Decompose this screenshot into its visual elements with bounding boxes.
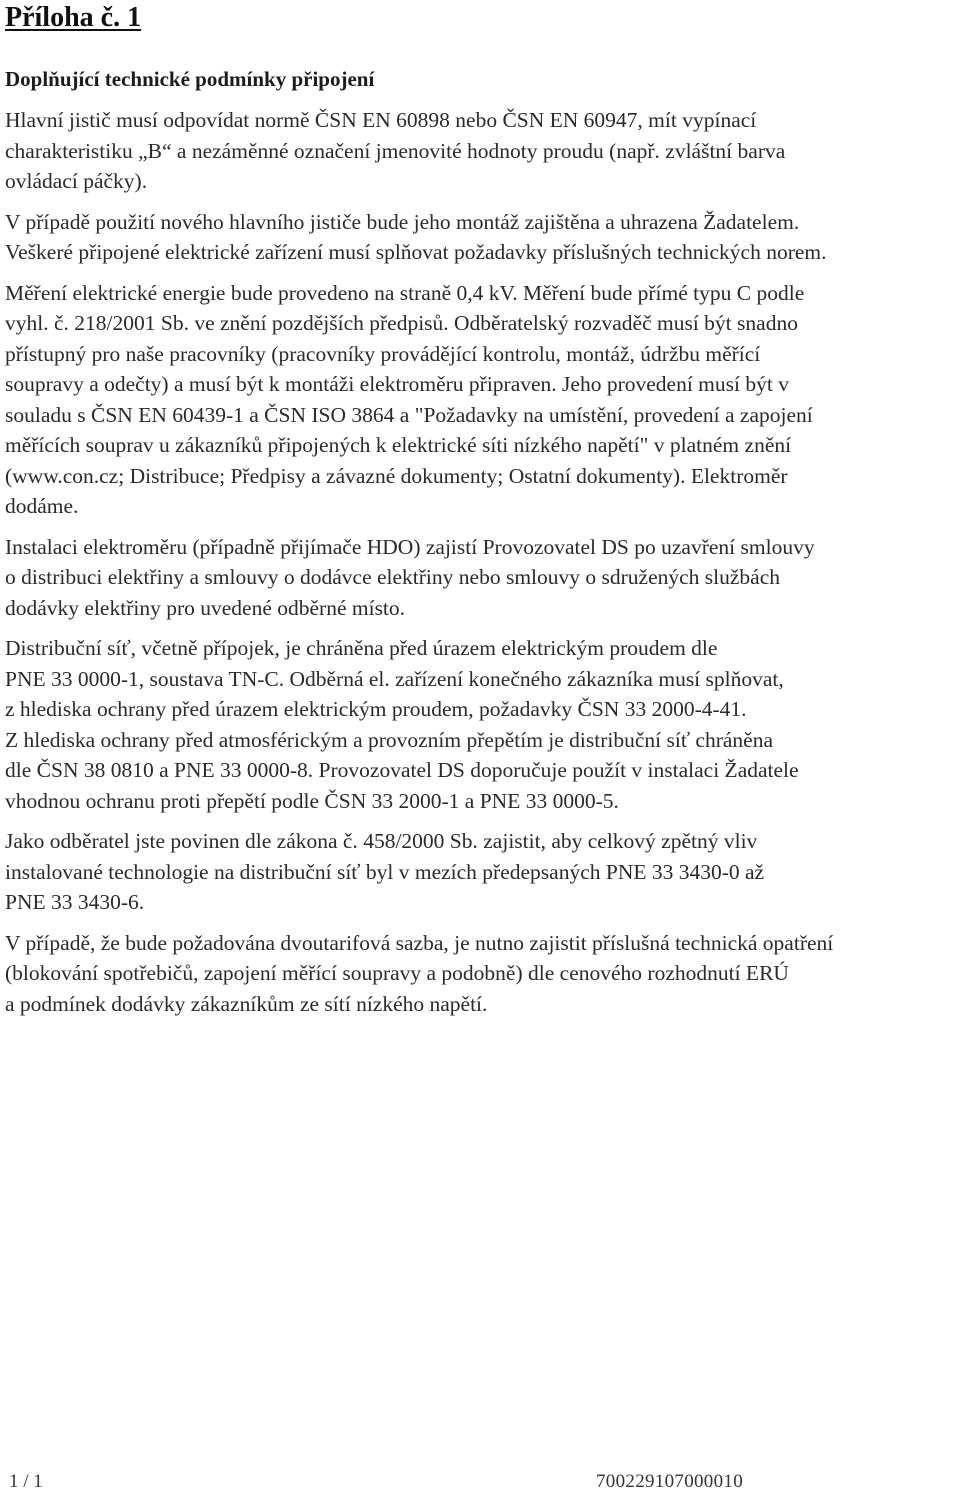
text-line: o distribuci elektřiny a smlouvy o dodávce elektřiny nebo smlouvy o sdružených službách <box>5 565 781 589</box>
text-line: dle ČSN 38 0810 a PNE 33 0000-8. Provozovatel DS doporučuje použít v instalaci Žadatele <box>5 758 799 782</box>
text-line: souladu s ČSN EN 60439-1 a ČSN ISO 3864 a "Požadavky na umístění, provedení a zapojení <box>5 402 813 427</box>
text-line: (www.con.cz; Distribuce; Předpisy a závazné dokumenty; Ostatní dokumenty). Elektroměr <box>5 463 788 488</box>
text-line: V případě použití nového hlavního jističe bude jeho montáž zajištěna a uhrazena Žadatelem. <box>5 209 800 234</box>
paragraph <box>5 532 955 624</box>
text-line: (blokování spotřebičů, zapojení měřící soupravy a podobně) dle cenového rozhodnutí ERÚ <box>5 961 789 985</box>
text-line: měřících souprav u zákazníků připojených k elektrické síti nízkého napětí" v platném znění <box>5 433 792 457</box>
text-line: dodáme. <box>5 494 79 518</box>
text-line: PNE 33 0000-1, soustava TN-C. Odběrná el. zařízení konečného zákazníka musí splňovat, <box>5 666 784 691</box>
paragraph <box>5 207 955 268</box>
paragraph <box>5 633 955 816</box>
page-number: 1 / 1 <box>9 1471 43 1492</box>
text-line: Měření elektrické energie bude provedeno na straně 0,4 kV. Měření bude přímé typu C podle <box>5 280 805 305</box>
paragraph <box>5 278 955 522</box>
text-line: Distribuční síť, včetně přípojek, je chráněna před úrazem elektrickým proudem dle <box>5 636 718 660</box>
text-line: dodávky elektřiny pro uvedené odběrné místo. <box>5 595 406 620</box>
paragraph <box>5 826 955 918</box>
text-line: vhodnou ochranu proti přepětí podle ČSN 33 2000-1 a PNE 33 0000-5. <box>5 788 619 813</box>
text-line: V případě, že bude požadována dvoutarifová sazba, je nutno zajistit příslušná technická opatření <box>5 930 834 955</box>
paragraph-list <box>5 105 955 1019</box>
text-line: vyhl. č. 218/2001 Sb. ve znění pozdějších předpisů. Odběratelský rozvaděč musí být snadno <box>5 311 798 335</box>
section-heading: Doplňující technické podmínky připojení <box>5 67 375 91</box>
text-line: instalované technologie na distribuční síť byl v mezích předepsaných PNE 33 3430-0 až <box>5 859 765 884</box>
text-line: Hlavní jistič musí odpovídat normě ČSN EN 60898 nebo ČSN EN 60947, mít vypínací <box>5 108 757 132</box>
text-line: přístupný pro naše pracovníky (pracovníky provádějící kontrolu, montáž, údržbu měřící <box>5 341 761 366</box>
text-line: ovládací páčky). <box>5 169 148 193</box>
text-line: Veškeré připojené elektrické zařízení musí splňovat požadavky příslušných technických norem. <box>5 240 827 264</box>
text-line: z hlediska ochrany před úrazem elektrickým proudem, požadavky ČSN 33 2000-4-41. <box>5 697 747 721</box>
text-line: Jako odběratel jste povinen dle zákona č. 458/2000 Sb. zajistit, aby celkový zpětný vliv <box>5 829 758 853</box>
text-line: Instalaci elektroměru (případně přijímače HDO) zajistí Provozovatel DS po uzavření smlouvy <box>5 534 815 559</box>
page-title: Příloha č. 1 <box>5 2 142 33</box>
text-line: a podmínek dodávky zákazníkům ze sítí nízkého napětí. <box>5 991 488 1016</box>
text-line: charakteristiku „B“ a nezáměnné označení jmenovité hodnoty proudu (např. zvláštní barva <box>5 138 786 163</box>
text-line: soupravy a odečty) a musí být k montáži elektroměru připraven. Jeho provedení musí být v <box>5 372 789 396</box>
text-line: Z hlediska ochrany před atmosférickým a provozním přepětím je distribuční síť chráněna <box>5 727 774 752</box>
document-body <box>5 64 955 1029</box>
document-id: 700229107000010 <box>596 1471 743 1492</box>
paragraph <box>5 105 955 197</box>
paragraph <box>5 928 955 1020</box>
text-line: PNE 33 3430-6. <box>5 890 145 914</box>
